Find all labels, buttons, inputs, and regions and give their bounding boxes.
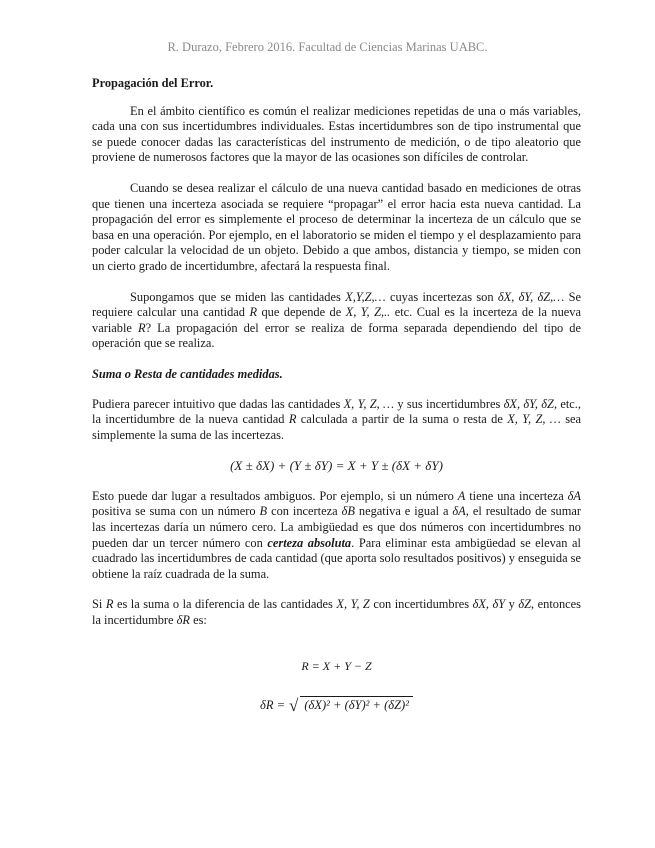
equation-uncertainty <box>92 696 581 714</box>
paragraph-intro: En el ámbito científico es común el realizar mediciones repetidas de una o más variables, cada una con sus incertidumbres individuales. Estas incertidumbres son de tipo instrumental que se puede conocer dadas las características del instrumento de medición, o de tipo aleatorio que proviene de numerosos factores que la mayor de las ocasiones son difíciles de controlar. <box>92 103 581 165</box>
square-root-icon: √ <box>289 696 299 716</box>
paragraph-suppose: Supongamos que se miden las cantidades X,Y,Z,… cuyas incertezas son δX, δY, δZ,… Se requiere calcular una cantidad R que depende de X, Y, Z,.. etc. Cual es la incerteza de la nueva variable R? La propagación del error se realiza de forma separada dependiendo del tipo de operación que se realiza. <box>92 289 581 351</box>
paragraph-propagation: Cuando se desea realizar el cálculo de una nueva cantidad basado en mediciones de otras que tienen una incerteza asociada se requiere “propagar” el error hacia esta nueva cantidad. La propagación del error es simplemente el proceso de determinar la incerteza de un cálculo que se basa en una operación. Por ejemplo, en el laboratorio se miden el tiempo y el desplazamiento para poder calcular la velocidad de un objeto. Debido a que ambos, distancia y tiempo, se miden con un cierto grado de incertidumbre, afectará la respuesta final. <box>92 180 581 273</box>
paragraph-rule: Si R es la suma o la diferencia de las cantidades X, Y, Z con incertidumbres δX, δY y δZ, entonces la incertidumbre δR es: <box>92 597 582 628</box>
equation-radicand: (δX)² + (δY)² + (δZ)² <box>300 696 413 714</box>
paragraph-intuitive: Pudiera parecer intuitivo que dadas las cantidades X, Y, Z, … y sus incertidumbres δX, δY, δZ, etc., la incertidumbre de la nueva cantidad R calculada a partir de la suma o resta de X, Y, Z, … sea simplemente la suma de las incertezas. <box>92 396 582 442</box>
equation-lhs: δR = <box>260 698 286 713</box>
equation-naive-sum: (X ± δX) + (Y ± δY) = X + Y ± (δX + δY) <box>230 458 443 474</box>
paragraph-ambiguity: Esto puede dar lugar a resultados ambiguos. Por ejemplo, si un número A tiene una incerteza δA positiva se suma con un número B con incerteza δB negativa e igual a δA, el resultado de sumar las incertezas daría un número cero. La ambigüedad es que dos números con incertidumbres no pueden dar un tercer número con certeza absoluta. Para eliminar esta ambigüedad se elevan al cuadrado las incertidumbres de cada cantidad (que aporta solo resultados positivos) y enseguida se obtiene la raíz cuadrada de la suma. <box>92 488 581 581</box>
equation-r-definition: R = X + Y − Z <box>301 658 372 673</box>
document-body <box>92 76 581 714</box>
subsection-title: Suma o Resta de cantidades medidas. <box>92 366 283 381</box>
page-header: R. Durazo, Febrero 2016. Facultad de Ciencias Marinas UABC. <box>167 40 488 54</box>
section-title: Propagación del Error. <box>92 76 214 90</box>
